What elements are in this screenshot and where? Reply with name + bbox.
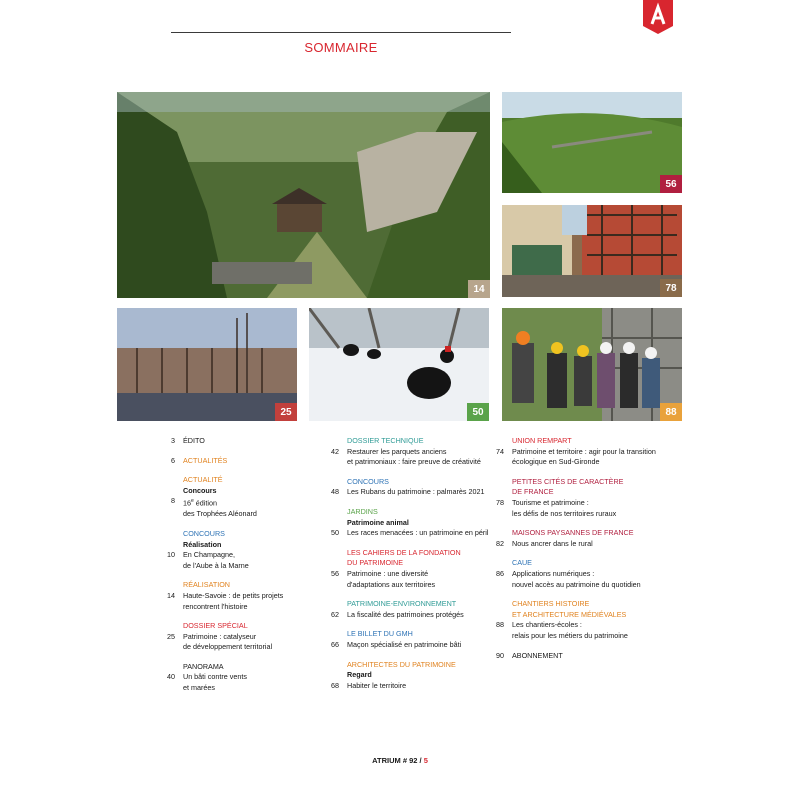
photo-forest-chalet <box>117 92 490 298</box>
toc-entry-concours[interactable]: CONCOURS Réalisation 10 En Champagne, de l'Aube à la Marne <box>155 529 305 571</box>
section-label: UNION REMPART <box>512 436 572 445</box>
page-footer <box>300 756 500 765</box>
toc-entry-abonnement[interactable]: 90 ABONNEMENT <box>496 650 563 660</box>
toc-entry-realisation[interactable]: RÉALISATION 14 Haute-Savoie : de petits projets rencontrent l'histoire <box>155 580 305 612</box>
page-badge: 78 <box>660 279 682 297</box>
toc-entry-patrimoine-environnement[interactable]: PATRIMOINE-ENVIRONNEMENT 62 La fiscalité des patrimoines protégés <box>319 599 494 620</box>
section-label: LE BILLET DU GMH <box>347 629 413 639</box>
toc-entry-actualites[interactable]: 6 ACTUALITÉS <box>171 455 228 465</box>
photo-construction-workers <box>502 308 682 421</box>
toc-entry-dossier-special[interactable]: DOSSIER SPÉCIAL 25 Patrimoine : catalyseur de développement territorial <box>155 621 305 653</box>
photo-timbered-street <box>502 205 682 297</box>
section-label: DOSSIER TECHNIQUE <box>347 436 424 445</box>
toc-entry-concours-2[interactable]: CONCOURS 48 Les Rubans du patrimoine : palmarès 2021 <box>319 477 494 498</box>
photo-hens-snow <box>309 308 489 421</box>
section-label: ACTUALITÉ <box>183 475 223 485</box>
page-badge: 25 <box>275 403 297 421</box>
toc-entry-union-rempart[interactable]: UNION REMPART 74 Patrimoine et territoire : agir pour la transition écologique en Sud-Gironde <box>484 436 684 468</box>
atrium-logo <box>643 0 673 34</box>
section-label: DU PATRIMOINE <box>347 558 404 568</box>
section-label: JARDINS <box>347 506 378 516</box>
section-label: PANORAMA <box>183 661 224 671</box>
toc-column-2 <box>319 436 494 691</box>
page-badge: 14 <box>468 280 490 298</box>
section-label: CHANTIERS HISTOIRE <box>512 599 590 609</box>
toc-entry-chantiers[interactable]: CHANTIERS HISTOIRE ET ARCHITECTURE MÉDIÉVALES 88 Les chantiers-écoles : relais pour les métiers du patrimoine <box>484 599 684 641</box>
page-badge: 50 <box>467 403 489 421</box>
section-label: CONCOURS <box>347 476 389 486</box>
photo-harbour <box>117 308 297 421</box>
section-label: LES CAHIERS DE LA FONDATION <box>347 547 461 557</box>
toc-entry-actualite[interactable]: ACTUALITÉ Concours 8 16e édition des Trophées Aléonard <box>155 475 305 520</box>
section-label: PATRIMOINE-ENVIRONNEMENT <box>347 599 457 609</box>
toc-entry-jardins[interactable]: JARDINS Patrimoine animal 50 Les races menacées : un patrimoine en péril <box>319 507 494 539</box>
toc-entry-dossier-technique[interactable]: DOSSIER TECHNIQUE 42 Restaurer les parquets anciens et patrimoniaux : faire preuve de créativité <box>319 436 494 468</box>
magazine-issue: ATRIUM # 92 / <box>372 756 424 765</box>
toc-entry-caue[interactable]: CAUE 86 Applications numériques : nouvel accès au patrimoine du quotidien <box>484 558 684 590</box>
section-label: CONCOURS <box>183 528 225 538</box>
section-label: ARCHITECTES DU PATRIMOINE <box>347 659 456 669</box>
page-badge: 56 <box>660 175 682 193</box>
toc-entry-maisons-paysannes[interactable]: MAISONS PAYSANNES DE FRANCE 82 Nous ancrer dans le rural <box>484 528 684 549</box>
page-title: SOMMAIRE <box>304 40 378 55</box>
header-rule <box>171 32 511 33</box>
section-label: ET ARCHITECTURE MÉDIÉVALES <box>512 609 627 619</box>
toc-entry-cahiers-fondation[interactable]: LES CAHIERS DE LA FONDATION DU PATRIMOINE 56 Patrimoine : une diversité d'adaptations aux territoires <box>319 548 494 590</box>
toc-column-3 <box>484 436 684 661</box>
section-label: PETITES CITÉS DE CARACTÈRE <box>512 476 624 486</box>
section-label: CAUE <box>512 558 532 568</box>
section-label: DE FRANCE <box>512 487 554 497</box>
section-label: RÉALISATION <box>183 580 230 590</box>
section-label: MAISONS PAYSANNES DE FRANCE <box>512 528 634 538</box>
toc-column-1 <box>155 436 305 694</box>
photo-forest-bridge <box>502 92 682 193</box>
toc-entry-billet-gmh[interactable]: LE BILLET DU GMH 66 Maçon spécialisé en patrimoine bâti <box>319 629 494 650</box>
page-badge: 88 <box>660 403 682 421</box>
section-label: DOSSIER SPÉCIAL <box>183 621 248 631</box>
toc-entry-panorama[interactable]: PANORAMA 40 Un bâti contre vents et marées <box>155 662 305 694</box>
toc-entry-petites-cites[interactable]: PETITES CITÉS DE CARACTÈRE DE FRANCE 78 Tourisme et patrimoine : les défis de nos territoires ruraux <box>484 477 684 519</box>
page-number: 5 <box>423 756 428 765</box>
toc-entry-edito[interactable]: 3 ÉDITO <box>171 436 205 445</box>
toc-entry-architectes[interactable]: ARCHITECTES DU PATRIMOINE Regard 68 Habiter le territoire <box>319 660 494 692</box>
